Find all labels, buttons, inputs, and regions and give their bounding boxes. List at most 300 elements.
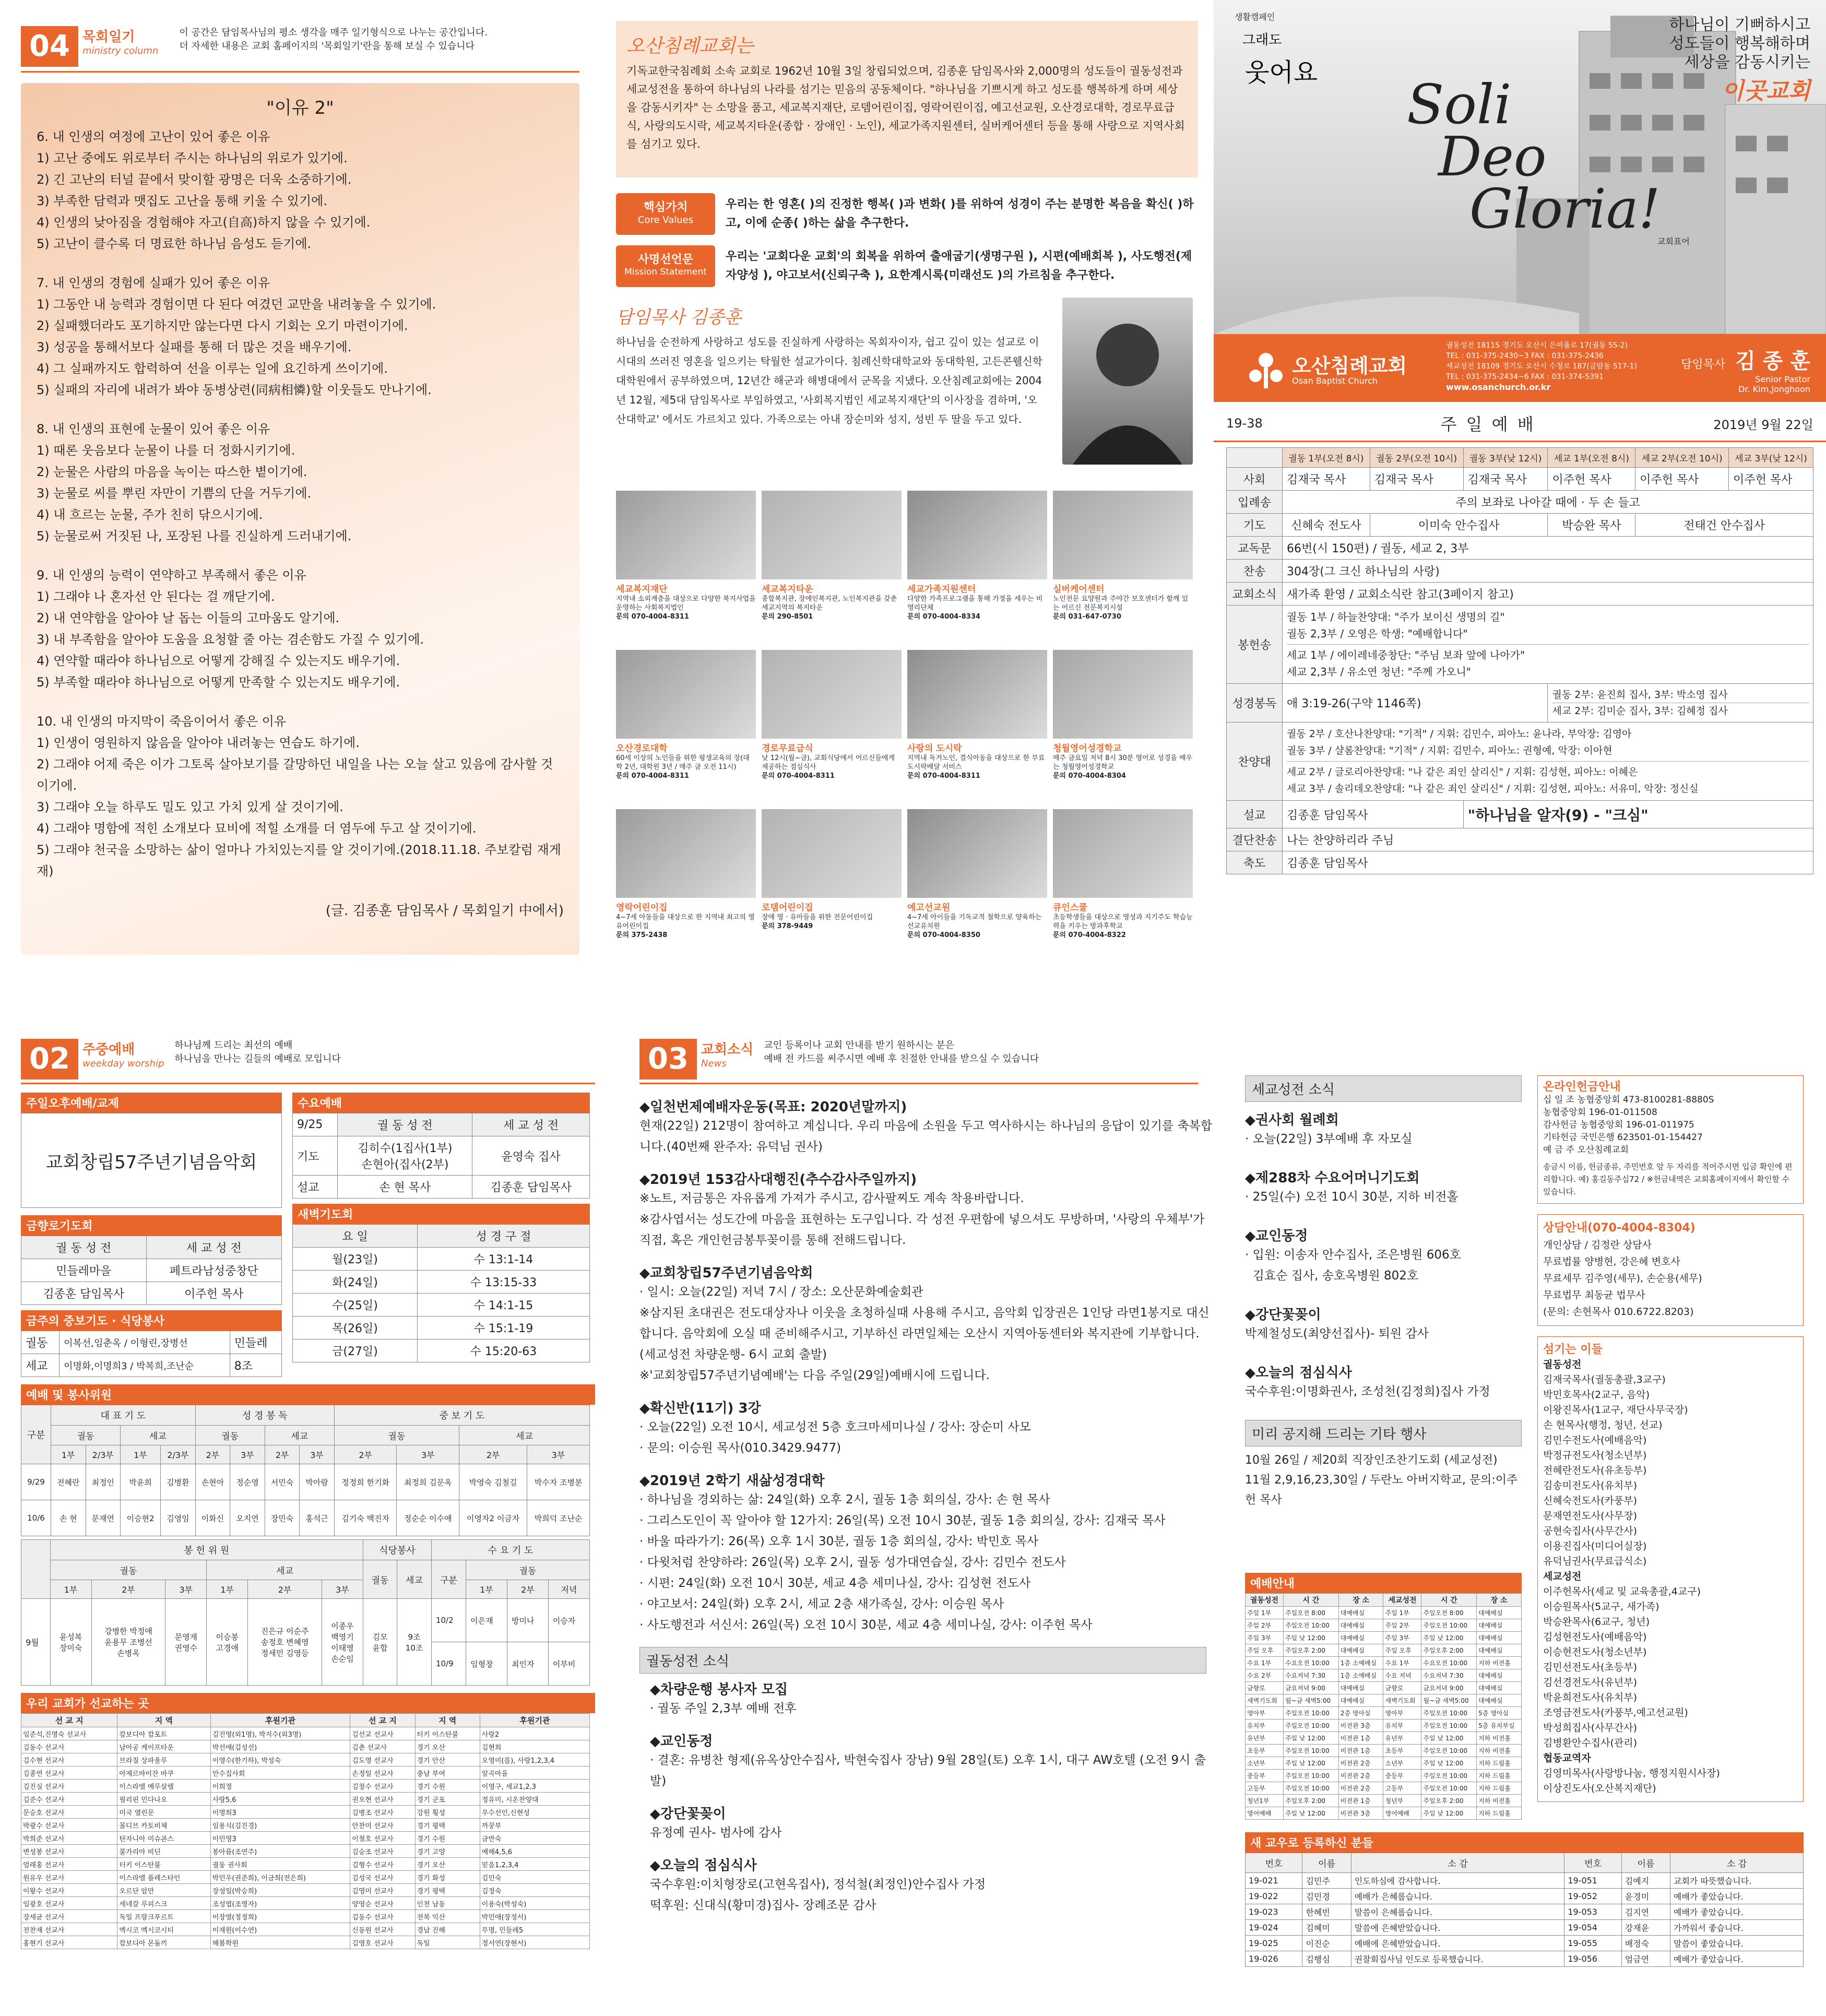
cell: 몰디브 카토비체 bbox=[117, 1819, 210, 1832]
cell: 금(27일) bbox=[293, 1339, 418, 1362]
cell: 9/25 bbox=[293, 1113, 338, 1136]
church-name: 오산침례교회 bbox=[1292, 354, 1407, 377]
cell: 말씀이 좋았습니다. bbox=[1670, 1936, 1804, 1951]
ministry-phone: 문의 070-4004-8311 bbox=[616, 772, 689, 780]
cell: 전찬재 선교사 bbox=[21, 1923, 117, 1936]
counseling-box bbox=[1537, 1214, 1804, 1326]
cell: 주일 낮 12:00 bbox=[1421, 1732, 1477, 1745]
table-row bbox=[21, 1858, 590, 1871]
row-label: 성경봉독 bbox=[1227, 684, 1283, 722]
cell: 손 현 bbox=[51, 1500, 86, 1536]
cell: 이승봉 고경애 bbox=[207, 1599, 248, 1686]
cell: 경기 수원 bbox=[415, 1832, 480, 1845]
bong-sub-row bbox=[21, 1560, 590, 1580]
row-choir bbox=[1227, 722, 1813, 801]
church-bar bbox=[1214, 334, 1826, 402]
staff-line: 김병환안수집사(관리) bbox=[1543, 1737, 1638, 1749]
cell: 김성국 선교사 bbox=[350, 1871, 415, 1884]
cell: 민들레 bbox=[230, 1331, 281, 1354]
news-line: 현재(22일) 212명이 참여하고 계십니다. 우리 마음에 소원을 두고 역사하시는 하나님의 응답이 있기를 축복합니다.(40번째 완주자: 유덕님 권사) bbox=[639, 1119, 1213, 1154]
cell: 애 3:19-26(구약 1146쪽) bbox=[1283, 684, 1548, 722]
wednesday-table bbox=[292, 1113, 590, 1199]
cell: 전혜란 bbox=[51, 1464, 86, 1500]
cell: 김모 윤합 bbox=[363, 1599, 397, 1686]
staff-line: 공현숙집사(사무간사) bbox=[1543, 1525, 1638, 1537]
staff-line: 김재국목사(궐동총괄,3교구) bbox=[1543, 1374, 1666, 1385]
address-2: 세교성전 18109 경기도 오산시 수청로 187(금암동 517-1) bbox=[1446, 362, 1637, 371]
cell: 주일 낮 12:00 bbox=[1283, 1807, 1338, 1820]
col-head: 식당봉사 bbox=[363, 1540, 431, 1560]
ministry-name: 사랑의 도시락 bbox=[907, 743, 962, 754]
staff-line: 박승완목사(6교구, 청년) bbox=[1543, 1616, 1650, 1628]
news-line: · 그리스도인이 꼭 알아야 할 12가지: 26일(목) 오전 10시 30분, 궐동 1층 회의실, 강사: 김재국 목사 bbox=[639, 1514, 1166, 1527]
ministry-desc: 4~7세 아이들을 기독교적 철학으로 양육하는 선교유치원 bbox=[907, 914, 1042, 930]
cell: 설교 bbox=[293, 1176, 338, 1199]
ministry-phone: 문의 070-4004-8322 bbox=[1053, 931, 1126, 939]
dawn-row bbox=[293, 1294, 590, 1317]
column-line: 4) 내 흐르는 눈물, 주가 친히 닦으시기에. bbox=[37, 507, 263, 522]
news-line: · 다윗처럼 찬양하라: 26일(목) 오후 2시, 궐동 성가대연습실, 강사: 김민수 전도사 bbox=[639, 1556, 1066, 1569]
cell: 이부비 bbox=[548, 1642, 589, 1686]
ministry-card bbox=[1053, 809, 1193, 940]
col-head: 번호 bbox=[1564, 1853, 1621, 1873]
cell: 궐동 bbox=[21, 1331, 60, 1354]
news-item bbox=[1245, 1167, 1522, 1207]
cell: 윤경미 bbox=[1621, 1889, 1670, 1904]
cell: 2층 영아실 bbox=[1338, 1707, 1383, 1719]
news-title: ◆2019년 153감사대행진(추수감사주일까지) bbox=[639, 1172, 917, 1188]
cell: 수요 2부 bbox=[1246, 1669, 1284, 1682]
news-title: ◆2019년 2학기 새삶성경대학 bbox=[639, 1473, 825, 1489]
svg-text:그래도: 그래도 bbox=[1242, 32, 1282, 48]
ministry-phone: 문의 375-2438 bbox=[616, 931, 668, 939]
cell: 이종우 백영기 이태영 손순임 bbox=[322, 1599, 363, 1686]
cell: 장성일(박승희) bbox=[210, 1884, 350, 1897]
col-head: 요 일 bbox=[293, 1225, 418, 1248]
row-hymn bbox=[1227, 560, 1813, 583]
table-row bbox=[21, 1897, 590, 1910]
ministry-phone: 문의 070-4004-8334 bbox=[907, 613, 980, 621]
table-row bbox=[1246, 1873, 1804, 1889]
section-title: 주중예배 bbox=[82, 1042, 135, 1058]
ministry-name: 오산경로대학 bbox=[616, 743, 668, 754]
cell: 아제르바이잔 바쿠 bbox=[117, 1766, 210, 1780]
cell: 불가리아 비딘 bbox=[117, 1845, 210, 1858]
table-row bbox=[1246, 1657, 1522, 1669]
cell: 필리핀 민다나오 bbox=[117, 1793, 210, 1806]
ministry-name: 경로무료급식 bbox=[762, 743, 813, 754]
cell: 지하 드림홀 bbox=[1477, 1757, 1522, 1770]
column-line: 3) 성공을 통해서보다 실패를 통해 더 많은 것을 배우기에. bbox=[37, 340, 352, 354]
cell: 청년부 bbox=[1383, 1795, 1421, 1807]
cell: 홍현기 선교사 bbox=[21, 1936, 117, 1949]
cell: 주일 오후 bbox=[1246, 1644, 1284, 1657]
table-row bbox=[1246, 1920, 1804, 1936]
cell: 주일오전 10:00 bbox=[1421, 1619, 1477, 1632]
ministry-card bbox=[1053, 491, 1193, 621]
column-line: 7. 내 인생의 경험에 실패가 있어 좋은 이유 bbox=[37, 276, 270, 290]
row-host bbox=[1227, 468, 1813, 491]
core-label: 핵심가치 bbox=[643, 201, 688, 214]
ministry-photo bbox=[616, 491, 756, 579]
cell: 윤성복 장미숙 bbox=[50, 1599, 91, 1686]
ministry-card bbox=[907, 491, 1047, 621]
section-title-en: ministry column bbox=[82, 45, 159, 56]
smile-logo-icon bbox=[1235, 23, 1318, 97]
news-line: 국수후원:이치형장로(고현옥집사), 정석철(최정인)안수집사 가정 bbox=[650, 1878, 986, 1891]
column-line: 5) 그래야 천국을 소망하는 삶이 얼마나 가치있는지를 알 것이기에.(2018.11.18. 주보칼럼 재게재) bbox=[37, 843, 561, 879]
ministry-name: 예고선교원 bbox=[907, 903, 951, 913]
ministry-card bbox=[907, 809, 1047, 940]
pastor-en-title: Senior Pastor bbox=[1755, 374, 1810, 384]
column-line: 1) 그동안 내 능력과 경험이면 다 된다 여겼던 교만을 내려놓을 수 있기에. bbox=[37, 297, 436, 312]
staff-line: 김민수전도사(예배음악) bbox=[1543, 1434, 1647, 1446]
cell: 10/6 bbox=[21, 1500, 51, 1536]
header-divider bbox=[21, 71, 579, 73]
col-head: 1부 bbox=[50, 1580, 91, 1599]
table-row bbox=[21, 1780, 590, 1793]
header-desc-2: 더 자세한 내용은 교회 홈페이지의 '목회일기'란을 통해 보실 수 있습니다 bbox=[179, 41, 475, 52]
service-divider bbox=[1214, 441, 1826, 442]
news-line: 김효순 집사, 송호옥병원 802호 bbox=[1245, 1269, 1419, 1283]
news-item bbox=[650, 1730, 1214, 1792]
cell: 조성엽(조영자) bbox=[210, 1897, 350, 1910]
cell: 목(26일) bbox=[293, 1317, 418, 1339]
column-line: 5) 눈물로써 거짓된 나, 포장된 나를 진실하게 드러내기에. bbox=[37, 529, 352, 543]
ministry-desc: 노인전문 요양원과 주야간 보호센터가 함께 있는 어르신 전문복지시설 bbox=[1053, 595, 1189, 612]
cell: 김창수 선교사 bbox=[350, 1780, 415, 1793]
church-url[interactable]: www.osanchurch.or.kr bbox=[1446, 382, 1551, 392]
cell: 사랑5,6 bbox=[210, 1793, 350, 1806]
pastor-label: 담임목사 bbox=[1681, 358, 1726, 371]
cell: 수요오전 10:00 bbox=[1421, 1657, 1477, 1669]
mission-badge bbox=[616, 245, 715, 287]
cell: 수요오전 10:00 bbox=[1283, 1657, 1338, 1669]
cell: 김예지 bbox=[1621, 1873, 1670, 1889]
news-title: ◆확신반(11기) 3강 bbox=[639, 1401, 761, 1416]
cell: 비전관 3층 bbox=[1338, 1807, 1383, 1820]
cell: 주일 낮 12:00 bbox=[1283, 1757, 1338, 1770]
col-head: 시 간 bbox=[1421, 1594, 1477, 1607]
header-desc-2: 하나님을 만나는 길들의 예배로 모입니다 bbox=[174, 1053, 341, 1064]
cell: 우수선인,신현성 bbox=[480, 1806, 589, 1819]
cell: 주일오전 8:00 bbox=[1421, 1607, 1477, 1619]
cell: 주일오전 8:00 bbox=[1283, 1607, 1338, 1619]
col-head: 수 요 기 도 bbox=[431, 1540, 589, 1560]
news-item bbox=[1245, 1225, 1522, 1286]
dawn-row bbox=[293, 1271, 590, 1294]
cover-tagline bbox=[1669, 16, 1810, 105]
cell: 변성봉 선교사 bbox=[21, 1845, 117, 1858]
cell: 믿음1,2,3,4 bbox=[480, 1858, 589, 1871]
staff-line: 김영미목사(사랑방나눔, 행정지원시사장) bbox=[1543, 1768, 1720, 1779]
table-row bbox=[1246, 1782, 1522, 1795]
cell: 금요저녁 9:00 bbox=[1421, 1682, 1477, 1694]
cell: 주일오후 2:00 bbox=[1421, 1644, 1477, 1657]
header-desc-1: 하나님께 드리는 최선의 예배 bbox=[174, 1040, 293, 1051]
service-committee-table bbox=[21, 1405, 590, 1536]
table-row bbox=[1246, 1904, 1804, 1920]
ministry-photo bbox=[616, 809, 756, 898]
intercession-table bbox=[21, 1331, 282, 1377]
row-label: 기도 bbox=[1227, 514, 1283, 537]
cell: 주일 낮 12:00 bbox=[1283, 1732, 1338, 1745]
cell: 주일오전 10:00 bbox=[1421, 1770, 1477, 1782]
cell: 대예배실 bbox=[1338, 1694, 1383, 1707]
cell: 김병환 bbox=[161, 1464, 196, 1500]
cell: 캄보디아 몬돌끼 bbox=[117, 1936, 210, 1949]
cell: 비전관 1층 bbox=[1338, 1745, 1383, 1757]
col-head: 2부 bbox=[91, 1580, 165, 1599]
cell: 새벽기도회 bbox=[1383, 1694, 1421, 1707]
gwoldong-news-list bbox=[639, 1679, 1214, 1916]
table-row bbox=[1246, 1719, 1522, 1732]
ministry-phone: 문의 378-9449 bbox=[762, 922, 813, 930]
ministry-phone: 문의 070-4004-8311 bbox=[762, 772, 835, 780]
col-head: 2/3부 bbox=[161, 1445, 196, 1464]
sunday-afternoon-event: 교회창립57주년기념음악회 bbox=[21, 1113, 282, 1208]
page-number: 03 bbox=[639, 1039, 697, 1080]
ministry-phone: 문의 070-4004-8311 bbox=[616, 613, 689, 621]
news-column bbox=[639, 1096, 1214, 1927]
cell: 주일 2부 bbox=[1383, 1619, 1421, 1632]
cell: 예배가 좋았습니다. bbox=[1670, 1889, 1804, 1904]
cell: 8조 bbox=[230, 1354, 281, 1377]
cell: 문승호 선교사 bbox=[21, 1806, 117, 1819]
row-label: 교회소식 bbox=[1227, 583, 1283, 606]
counsel-line: 무료법률 양병현, 강은혜 변호사 bbox=[1543, 1256, 1680, 1267]
cell: 권오현 선교사 bbox=[350, 1793, 415, 1806]
cell: 이용숙(박성숙) bbox=[480, 1897, 589, 1910]
news-line: · 일시: 오늘(22일) 저녁 7시 / 장소: 오산문화예술회관 bbox=[639, 1285, 923, 1299]
col-head: 궐 동 성 전 bbox=[338, 1113, 472, 1136]
dawn-prayer-table bbox=[292, 1224, 590, 1362]
mission-fields-header: 우리 교회가 선교하는 곳 bbox=[21, 1693, 595, 1713]
cell: 김종훈 담임목사 bbox=[1283, 851, 1813, 874]
intercession-header: 금주의 중보기도 · 식당봉사 bbox=[21, 1310, 282, 1331]
col-head: 선 교 지 bbox=[350, 1714, 415, 1727]
row-label: 찬양대 bbox=[1227, 722, 1283, 801]
cell: 경기 군포 bbox=[415, 1793, 480, 1806]
cell: 기도 bbox=[293, 1136, 338, 1176]
cell: 영아부 bbox=[1246, 1707, 1284, 1719]
cell: 이스라엘 플레스타인 bbox=[117, 1871, 210, 1884]
column-section bbox=[37, 711, 564, 882]
cell: 주일오전 10:00 bbox=[1283, 1707, 1338, 1719]
cell: 오지연 bbox=[230, 1500, 265, 1536]
col-head: 중 보 기 도 bbox=[334, 1405, 589, 1426]
staff-line: 이용진집사(미디어실장) bbox=[1543, 1540, 1647, 1552]
pastor-intro bbox=[616, 303, 1198, 480]
cell: 지하 비전홀 bbox=[1477, 1795, 1522, 1807]
cell: 대예배실 bbox=[1477, 1669, 1522, 1682]
cell: 정서연(장현서) bbox=[480, 1936, 589, 1949]
column-line: 2) 눈물은 사람의 마음을 녹이는 따스한 볕이기에. bbox=[37, 465, 307, 479]
counsel-line: 무료세무 김주영(세무), 손순용(세무) bbox=[1543, 1273, 1702, 1284]
cell: 수 15:1-19 bbox=[417, 1317, 589, 1339]
cell: 비전관 3층 bbox=[1338, 1719, 1383, 1732]
cell: 5층 영아실 bbox=[1477, 1707, 1522, 1719]
dawn-row bbox=[293, 1339, 590, 1362]
pastor-silhouette-icon bbox=[1062, 298, 1193, 465]
seogyo-news-list bbox=[1245, 1109, 1522, 1402]
col-head: 궐동 2부(오전 10시) bbox=[1370, 448, 1463, 468]
online-offering-title: 온라인헌금안내 bbox=[1543, 1081, 1621, 1094]
pastor-title: 담임목사 김종훈 bbox=[616, 307, 742, 328]
cell: 임준석,진명숙 선교사 bbox=[21, 1727, 117, 1740]
tagline-3: 세상을 감동시키는 bbox=[1684, 53, 1810, 72]
news-line: ※노트, 저금통은 자유롭게 가져가 주시고, 감사팔찌도 계속 착용바랍니다. bbox=[639, 1192, 1024, 1205]
cell: 신혜숙 전도사 bbox=[1283, 514, 1370, 537]
ministry-desc: 낮 12시(월~금), 교회식당에서 어르신들에게 제공하는 점심식사 bbox=[762, 754, 895, 771]
cell: 주일오전 10:00 bbox=[1421, 1719, 1477, 1732]
advance-notice-item: 10월 26일 / 제20회 직장인조찬기도회 (세교성전) bbox=[1245, 1454, 1498, 1467]
column-line: 1) 인생이 영원하지 않음을 알아야 내려놓는 연습도 하기에. bbox=[37, 736, 360, 750]
table-row bbox=[21, 1464, 590, 1500]
staff-line: 이승원목사(5교구, 새가족) bbox=[1543, 1601, 1659, 1612]
cell: 영어예배 bbox=[1383, 1807, 1421, 1820]
cell: 금향로 bbox=[1246, 1682, 1284, 1694]
ministry-name: 세교가족지원센터 bbox=[907, 584, 976, 595]
cell: 유년부 bbox=[1383, 1732, 1421, 1745]
cell: 고등부 bbox=[1246, 1782, 1284, 1795]
cell: 김민숙 bbox=[480, 1871, 589, 1884]
cell: 김동수 선교사 bbox=[21, 1740, 117, 1753]
cell: 터키 이스탄불 bbox=[117, 1858, 210, 1871]
cell: 김동수 선교사 bbox=[350, 1910, 415, 1923]
column-line: 4) 인생의 낮아짐을 경험해야 자고(自高)하지 않을 수 있기에. bbox=[37, 215, 371, 230]
friday-prayer-table bbox=[21, 1236, 282, 1305]
account-line: 예 금 주 오산침례교회 bbox=[1543, 1145, 1629, 1155]
cell: 정순영 bbox=[230, 1464, 265, 1500]
cell: 김준수 선교사 bbox=[21, 1793, 117, 1806]
cell: 임용식(김진경) bbox=[210, 1819, 350, 1832]
cell: 비전관 2층 bbox=[1338, 1782, 1383, 1795]
core-values-badge bbox=[616, 193, 715, 235]
cell: 정유미, 시온찬양대 bbox=[480, 1793, 589, 1806]
col-head: 지 역 bbox=[117, 1714, 210, 1727]
cell: 지하 드림홀 bbox=[1477, 1807, 1522, 1820]
staff-line: 이승현전도사(청소년부) bbox=[1543, 1646, 1647, 1658]
cell: 고등부 bbox=[1383, 1782, 1421, 1795]
section-header bbox=[21, 26, 579, 67]
cell: 김종훈 담임목사 bbox=[1283, 801, 1464, 828]
table-row bbox=[1246, 1732, 1522, 1745]
col-head: 세 교 성 전 bbox=[472, 1113, 590, 1136]
sv-sub2-row bbox=[21, 1445, 590, 1464]
column-section bbox=[37, 126, 564, 255]
offering-line: 궐동 1부 / 하늘찬양대: "주가 보이신 생명의 길" bbox=[1287, 611, 1505, 623]
cell: 월~금 새벽5:00 bbox=[1421, 1694, 1477, 1707]
cell: 경기 평택 bbox=[415, 1819, 480, 1832]
ministry-caption bbox=[762, 741, 902, 780]
news-line: · 입원: 이송자 안수집사, 조은병원 606호 bbox=[1245, 1248, 1461, 1262]
cover-image bbox=[1214, 0, 1826, 334]
news-line: · 야고보서: 24일(화) 오후 2시, 세교 2층 새가족실, 강사: 이승원 목사 bbox=[639, 1597, 1004, 1611]
col-head: 궐동 1부(오전 8시) bbox=[1283, 448, 1370, 468]
cell: 김종연 선교사 bbox=[21, 1766, 117, 1780]
worship-info-header: 예배안내 bbox=[1245, 1573, 1522, 1593]
cell: 경남 진해 bbox=[415, 1923, 480, 1936]
panel-ministry-column bbox=[21, 26, 579, 976]
cell: 19-053 bbox=[1564, 1904, 1621, 1920]
staff-line: 문재연전도사(사무장) bbox=[1543, 1510, 1638, 1522]
cell: 주일 낮 12:00 bbox=[1421, 1757, 1477, 1770]
cell: 김진실 선교사 bbox=[21, 1780, 117, 1793]
ministry-desc: 종합복지관, 장애인복지관, 노인복지관을 갖춘 세교지역의 복지타운 bbox=[762, 595, 897, 612]
cell: 주일오전 10:00 bbox=[1283, 1745, 1338, 1757]
col-head: 2부 bbox=[459, 1445, 527, 1464]
cell: 이은재 bbox=[466, 1599, 507, 1642]
offering-committee-table bbox=[21, 1539, 590, 1686]
service-title-row bbox=[1214, 402, 1826, 441]
cell: 페트라남성중창단 bbox=[146, 1259, 281, 1282]
cell: 한혜빈 bbox=[1302, 1904, 1351, 1920]
column-line: 5) 실패의 자리에 내려가 봐야 동병상련(同病相憐)할 이웃들도 만나기에. bbox=[37, 383, 432, 397]
cell: 터키 이스탄불 bbox=[415, 1727, 480, 1740]
bong-sub2-row bbox=[21, 1580, 590, 1599]
cell: 경기 고양 bbox=[415, 1845, 480, 1858]
column-line: 10. 내 인생의 마지막이 죽음이어서 좋은 이유 bbox=[37, 714, 287, 729]
news-item bbox=[650, 1679, 1214, 1719]
ministry-caption bbox=[1053, 900, 1193, 940]
column-line: 8. 내 인생의 표현에 눈물이 있어 좋은 이유 bbox=[37, 422, 270, 436]
ministry-caption bbox=[616, 741, 756, 780]
col-head: 궐동 bbox=[466, 1560, 590, 1580]
news-item bbox=[650, 1855, 1214, 1916]
news-title: ◆일천번제예배자운동(목표: 2020년말까지) bbox=[639, 1099, 907, 1115]
col-head: 2부 bbox=[265, 1445, 300, 1464]
news-item bbox=[639, 1397, 1214, 1458]
col-head: 3부 bbox=[165, 1580, 207, 1599]
cell: 박희덕 조난순 bbox=[527, 1500, 590, 1536]
cell: 김민주 bbox=[1302, 1873, 1351, 1889]
col-head: 저녁 bbox=[548, 1580, 589, 1599]
sv-sub-row bbox=[21, 1426, 590, 1445]
motto-line-1: Soli bbox=[1407, 73, 1512, 136]
row-entry bbox=[1227, 491, 1813, 514]
cell: 충남 부여 bbox=[415, 1766, 480, 1780]
cell: 수요저녁 7:30 bbox=[1421, 1669, 1477, 1682]
account-line: 기타헌금 국민은행 623501-01-154427 bbox=[1543, 1132, 1703, 1143]
row-label: 봉헌송 bbox=[1227, 606, 1283, 684]
news-title: ◆차량운행 봉사자 모집 bbox=[650, 1682, 788, 1698]
row-responsive bbox=[1227, 537, 1813, 560]
new-members bbox=[1245, 1832, 1804, 1967]
table-row bbox=[21, 1806, 590, 1819]
col-head: 2/3부 bbox=[86, 1445, 121, 1464]
row-bible bbox=[1227, 684, 1813, 722]
news-title: ◆오늘의 점심식사 bbox=[1245, 1365, 1352, 1381]
table-row bbox=[21, 1766, 590, 1780]
cell: 대예배실 bbox=[1477, 1632, 1522, 1644]
ministry-desc: 장애 영 · 유아들을 위한 전문어린이집 bbox=[762, 914, 873, 921]
cell: 봉아름(조연주) bbox=[210, 1845, 350, 1858]
cell: 오르단 암만 bbox=[117, 1884, 210, 1897]
cell: 유치부 bbox=[1383, 1719, 1421, 1732]
ministry-desc: 4~7세 아동들을 대상으로 한 지역내 최고의 영유어린이집 bbox=[616, 914, 755, 930]
column-line: 9. 내 인생의 능력이 연약하고 부족해서 좋은 이유 bbox=[37, 568, 306, 583]
tagline-2: 성도들이 행복해하며 bbox=[1669, 34, 1810, 53]
tel-1: TEL : 031-375-2430~3 FAX : 031-375-2436 bbox=[1446, 352, 1604, 360]
tel-2: TEL : 031-375-2434~6 FAX : 031-374-5391 bbox=[1446, 373, 1604, 381]
cell: 안찬미 선교사 bbox=[350, 1819, 415, 1832]
cell: 이영자2 이금자 bbox=[459, 1500, 527, 1536]
dawn-row bbox=[293, 1248, 590, 1271]
table-row bbox=[21, 1845, 590, 1858]
col-head: 궐동 bbox=[363, 1560, 397, 1599]
news-line: 유정예 권사- 범사에 감사 bbox=[650, 1826, 782, 1840]
